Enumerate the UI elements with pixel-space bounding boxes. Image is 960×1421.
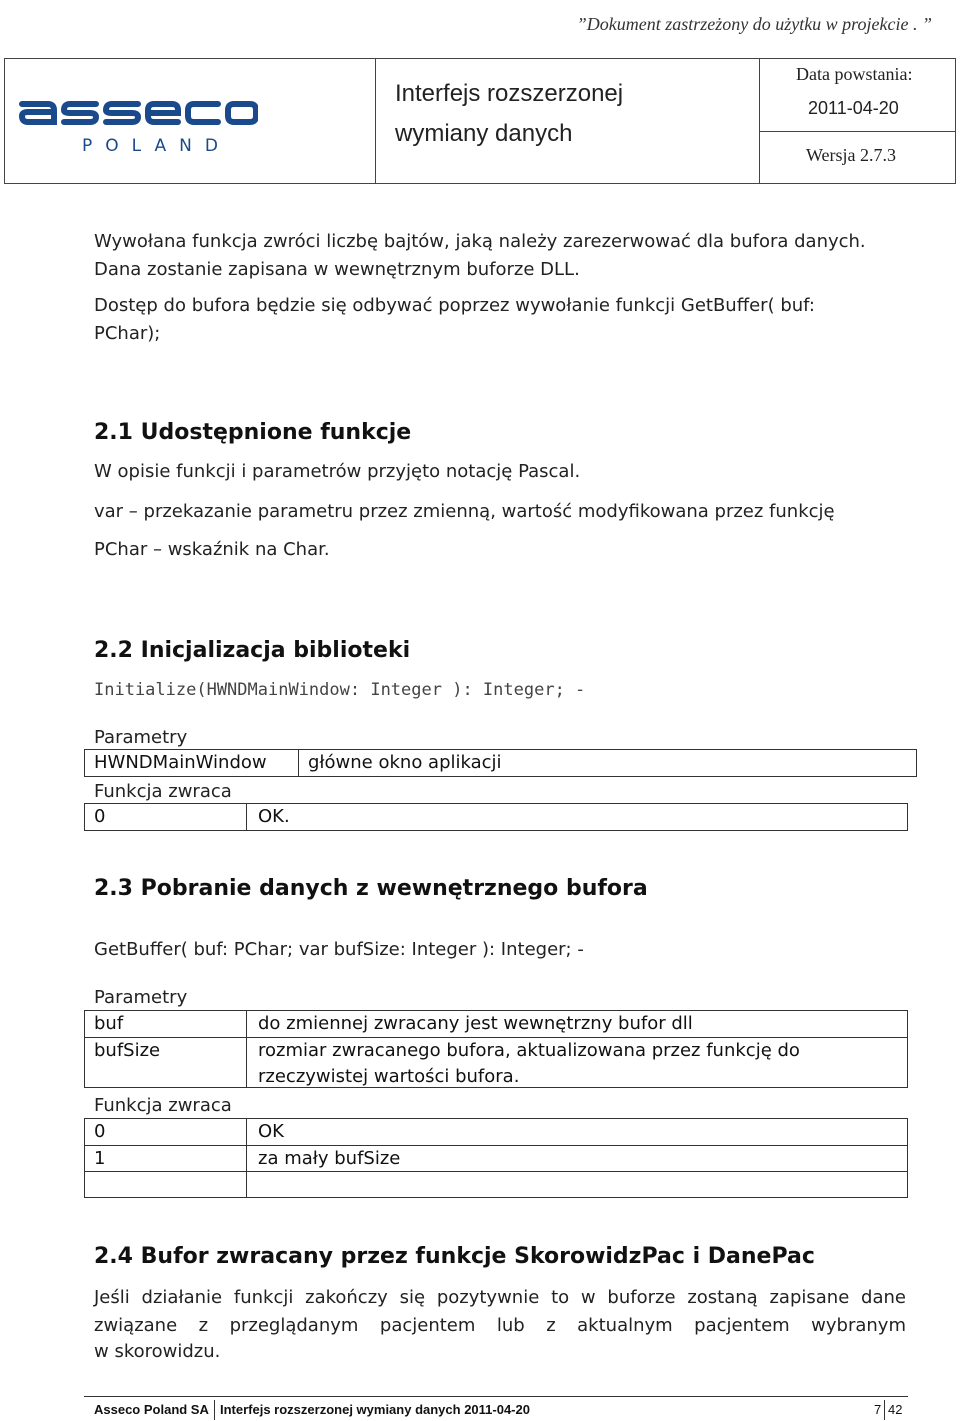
s23-returns-table bbox=[84, 1118, 908, 1198]
s22-params-label: Parametry bbox=[94, 727, 188, 748]
s23-p1-desc: do zmiennej zwracany jest wewnętrzny bufor dll bbox=[258, 1013, 693, 1034]
date-value: 2011-04-20 bbox=[808, 98, 899, 118]
s23-p2-desc1: rozmiar zwracanego bufora, aktualizowana przez funkcję do bbox=[258, 1040, 800, 1061]
s21-p3: PChar – wskaźnik na Char. bbox=[94, 539, 330, 560]
doc-title-line1: Interfejs rozszerzonej bbox=[395, 80, 624, 107]
intro-line3: Dostęp do bufora będzie się odbywać poprzez wywołanie funkcji GetBuffer( buf: bbox=[94, 295, 815, 316]
s23-r2-desc: za mały bufSize bbox=[258, 1148, 401, 1169]
intro-line1: Wywołana funkcja zwróci liczbę bajtów, jaką należy zarezerwować dla bufora danych. bbox=[94, 231, 866, 252]
s24-line1: Jeśli działanie funkcji zakończy się pozytywnie to w buforze zostaną zapisane dane bbox=[94, 1287, 906, 1308]
s24-line3: w skorowidzu. bbox=[94, 1341, 221, 1362]
s22-return-row bbox=[84, 803, 908, 831]
s22-ret-code: 0 bbox=[94, 806, 106, 827]
s23-r2-code: 1 bbox=[94, 1148, 106, 1169]
asseco-logo bbox=[18, 98, 258, 165]
s23-signature: GetBuffer( buf: PChar; var bufSize: Integer ): Integer; - bbox=[94, 939, 584, 960]
s21-p2: var – przekazanie parametru przez zmienną, wartość modyfikowana przez funkcję bbox=[94, 501, 835, 522]
s24-line2: związane z przeglądanym pacjentem lub z aktualnym pacjentem wybranym bbox=[94, 1315, 906, 1336]
heading-2-4: 2.4 Bufor zwracany przez funkcje SkorowidzPac i DanePac bbox=[94, 1244, 815, 1269]
footer-doc bbox=[220, 1402, 530, 1417]
date-label: Data powstania: bbox=[796, 64, 913, 84]
heading-2-1: 2.1 Udostępnione funkcje bbox=[94, 420, 412, 445]
footer-doc-text: Interfejs rozszerzonej wymiany danych 2011-04-20 bbox=[220, 1402, 530, 1417]
s22-param-name: HWNDMainWindow bbox=[94, 752, 267, 773]
heading-2-2: 2.2 Inicjalizacja biblioteki bbox=[94, 638, 411, 663]
intro-line2: Dana zostanie zapisana w wewnętrznym buforze DLL. bbox=[94, 259, 580, 280]
header-note: ”Dokument zastrzeżony do użytku w projekcie . ” bbox=[576, 14, 932, 34]
s21-p1: W opisie funkcji i parametrów przyjęto notację Pascal. bbox=[94, 461, 581, 482]
logo-subtitle: POLAND bbox=[82, 136, 231, 156]
footer-company: Asseco Poland SA bbox=[94, 1402, 209, 1417]
heading-2-3: 2.3 Pobranie danych z wewnętrznego bufora bbox=[94, 876, 648, 901]
s23-params-label: Parametry bbox=[94, 987, 188, 1008]
doc-title-line2: wymiany danych bbox=[395, 120, 573, 147]
s23-p2-name: bufSize bbox=[94, 1040, 161, 1061]
s22-signature: Initialize(HWNDMainWindow: Integer ): Integer; - bbox=[94, 680, 586, 700]
s23-p1-name: buf bbox=[94, 1013, 124, 1034]
footer-page: 7 bbox=[874, 1402, 882, 1417]
s22-returns-label: Funkcja zwraca bbox=[94, 781, 232, 802]
s23-p2-desc2: rzeczywistej wartości bufora. bbox=[258, 1066, 520, 1087]
s23-returns-label: Funkcja zwraca bbox=[94, 1095, 232, 1116]
s22-param-desc: główne okno aplikacji bbox=[308, 752, 502, 773]
version: Wersja 2.7.3 bbox=[806, 145, 897, 165]
s23-r1-code: 0 bbox=[94, 1121, 106, 1142]
intro-line4: PChar); bbox=[94, 323, 161, 344]
s23-r1-desc: OK bbox=[258, 1121, 284, 1142]
s22-ret-desc: OK. bbox=[258, 806, 290, 827]
footer-total: 42 bbox=[888, 1402, 903, 1417]
